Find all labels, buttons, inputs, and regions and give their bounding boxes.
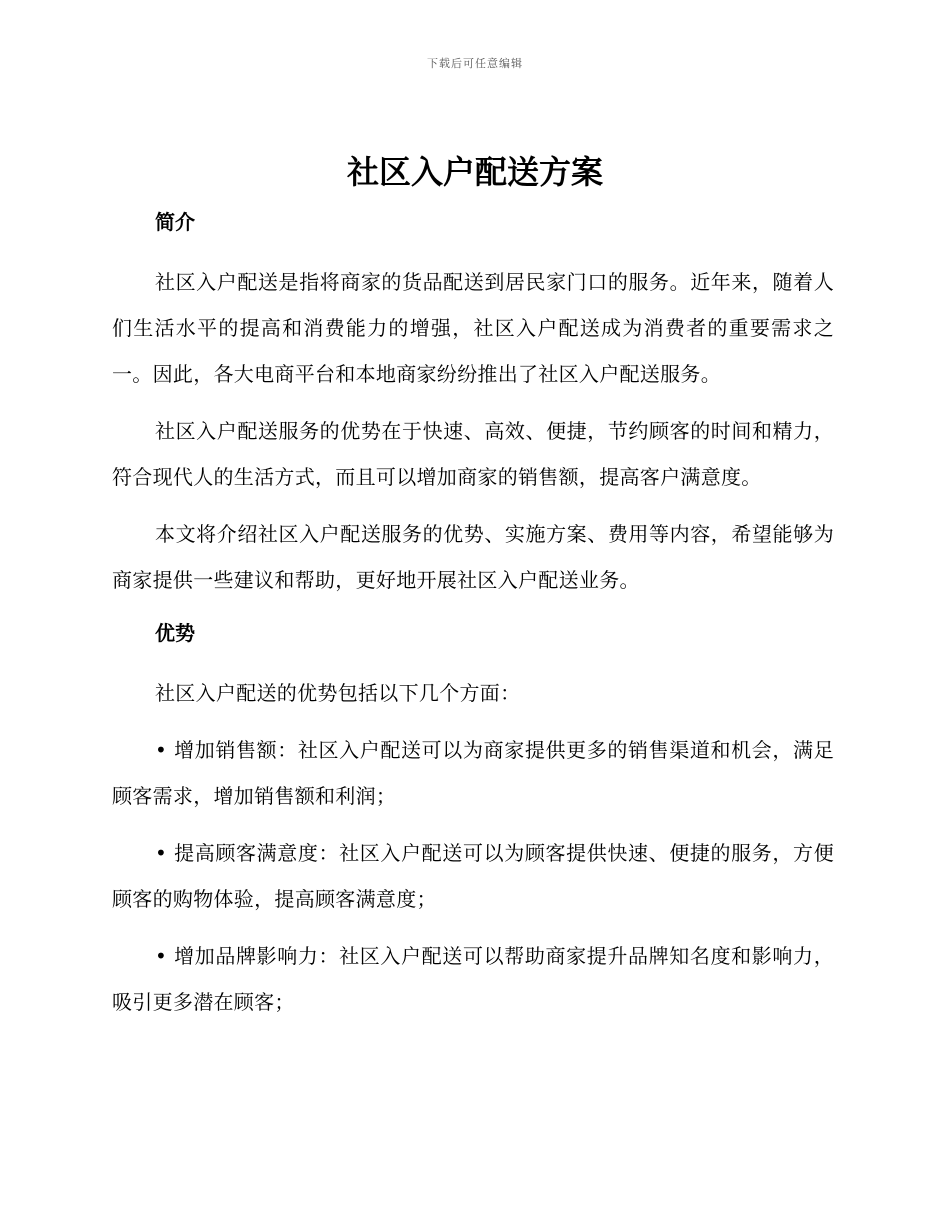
paragraph: 本文将介绍社区入户配送服务的优势、实施方案、费用等内容，希望能够为商家提供一些建议和帮助，更好地开展社区入户配送业务。: [112, 522, 834, 592]
bullet-item: • 增加品牌影响力：社区入户配送可以帮助商家提升品牌知名度和影响力，吸引更多潜在顾客；: [112, 944, 834, 1014]
document-body: [112, 203, 834, 1036]
bullet-item: • 增加销售额：社区入户配送可以为商家提供更多的销售渠道和机会，满足顾客需求，增加销售额和利润；: [112, 738, 834, 808]
section-heading-advantages: 优势: [155, 621, 195, 645]
page-title: 社区入户配送方案: [346, 153, 603, 191]
paragraph: 社区入户配送是指将商家的货品配送到居民家门口的服务。近年来，随着人们生活水平的提高和消费能力的增强，社区入户配送成为消费者的重要需求之一。因此，各大电商平台和本地商家纷纷推出了社区入户配送服务。: [112, 270, 834, 386]
bullet-item: • 提高顾客满意度：社区入户配送可以为顾客提供快速、便捷的服务，方便顾客的购物体验，提高顾客满意度；: [112, 841, 834, 911]
section-heading-intro: 简介: [155, 210, 195, 234]
paragraph: 社区入户配送服务的优势在于快速、高效、便捷，节约顾客的时间和精力，符合现代人的生活方式，而且可以增加商家的销售额，提高客户满意度。: [112, 419, 834, 489]
header-note: 下载后可任意编辑: [427, 57, 523, 70]
paragraph: 社区入户配送的优势包括以下几个方面：: [155, 681, 521, 705]
